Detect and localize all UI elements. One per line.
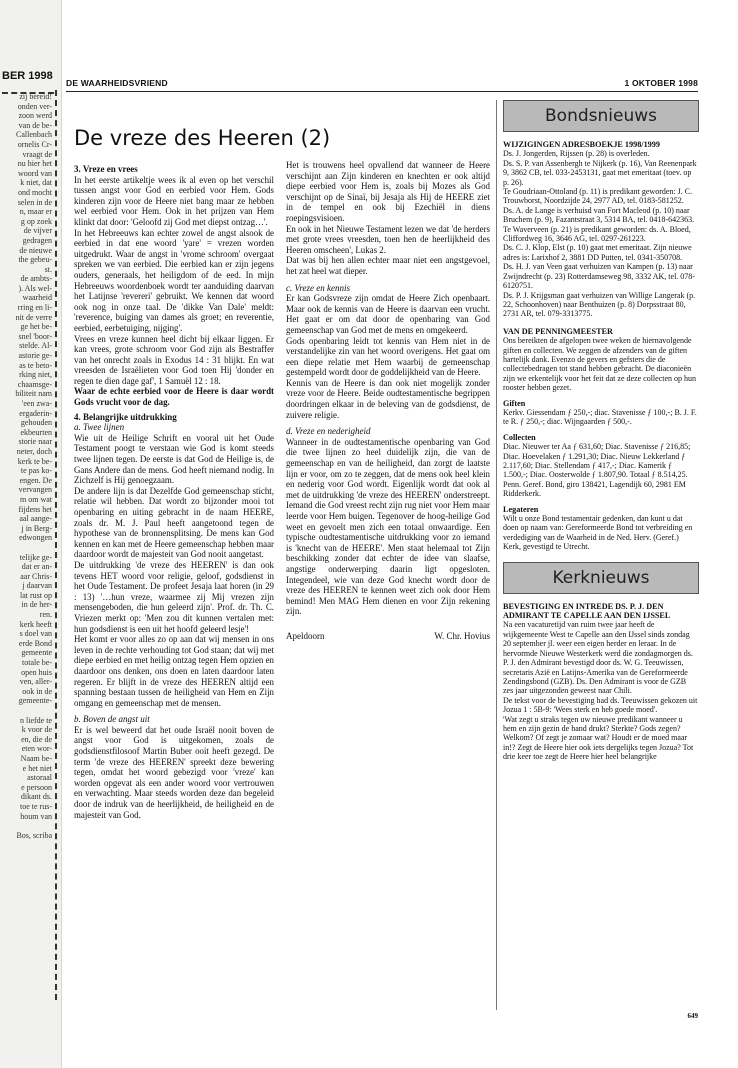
paragraph: En ook in het Nieuwe Testament lezen we dat 'de herders met grote vrees vreesden, toen hen de heerlijkheid des Heeren omscheen', Lukas 2.	[286, 223, 490, 255]
paragraph: Kennis van de Heere is dan ook niet mogelijk zonder vreze voor de Heere. Beide oudtestamentische begrippen doordringen elkaar in de beleving van de godsdienst, de zuivere religie.	[286, 377, 490, 420]
subsection-heading: a. Twee lijnen	[74, 422, 125, 433]
running-header-title: DE WAARHEIDSVRIEND	[66, 78, 168, 88]
subsection-heading: Giften	[503, 398, 526, 408]
signature	[286, 631, 490, 642]
paragraph: 'Wat zegt u straks tegen uw nieuwe predikant wanneer u hem en zijn gezin de hand drukt? Sterkte? Gods zegen? Welkom? Of zegt je zomaar wat? Houdt er de moed maar in!? Zegt de Heere hier ook iets dergelijks tegen Jozua? Tot drie keer toe zegt de Heere hier heel belangrijke	[503, 714, 694, 762]
section-heading: 3. Vreze en vrees	[74, 164, 138, 174]
kerknieuws-section	[503, 602, 698, 762]
kerknieuws-banner: Kerknieuws	[503, 562, 699, 594]
paragraph: In het Hebreeuws kan echter zowel de angst alsook de eerbied in dat ene woord 'yare' = vrezen worden uitgedrukt. Waar de angst in 'vrome schroom' overgaat spreken we van eerbied. Die eerbied kan er zijn jegens ouders, generaals, het heiligdom of de eed. In mijn Hebreeuws woordenboek wordt ter aanduiding daarvan het Latijnse 'revereri' gebruikt. We kennen dat woord ook nog in onze taal. De 'dikke Van Dale' meldt: 'reverence, buiging van dames als groet; en reverentie, eerbied, eerbetuiging, nijging'.	[74, 227, 274, 333]
paragraph: Het is trouwens heel opvallend dat wanneer de Heere verschijnt aan Zijn kinderen en knechten er ook altijd diepe eerbied voor Hem is, zoals bij Mozes als God verschijnt op de Sinaï, bij Jesaja als Hij de HEERE ziet in de tempel en ook bij Ezechiël in diens roepingsvisioen.	[286, 160, 490, 223]
paragraph: Na een vacaturetijd van ruim twee jaar heeft de wijkgemeente West te Capelle aan den IJssel sinds zondag 20 september jl. weer een eigen herder en leraar. In de hervormde Nieuwe Westerkerk werd die zondagmorgen ds. P. J. den Admirant bevestigd door ds. W. G. Teeuwissen, secretaris Azië en Latijns-Amerika van de Gereformeerde Zendingsbond (GZB). Ds. Den Admirant is voor de GZB zes jaar uitgezonden geweest naar Chili.	[503, 620, 693, 696]
running-header-date: 1 OKTOBER 1998	[624, 78, 698, 88]
paragraph: Dat was bij hen allen echter maar niet een angstgevoel, het zat heel wat dieper.	[286, 255, 490, 276]
magazine-page	[66, 0, 738, 1068]
section-heading: BEVESTIGING EN INTREDE DS. P. J. DEN ADMIRANT TE CAPELLE AAN DEN IJSSEL	[503, 601, 671, 621]
signature-author: W. Chr. Hovius	[434, 630, 490, 641]
section-heading: VAN DE PENNINGMEESTER	[503, 326, 613, 336]
previous-page-text-fragment: zij bereid! onden ver- zoon werd van de be- Callenbach ornelis Cr- vraagt de nu hier het woord van k niet, dat ond mocht selen in de n, maar er g op zoek de vijver gedragen de nieuwe the gebeu- st. de ambts- ). Als wel- waarheid rring en li- nit de verre ge het be- snel 'boor- stelde. Al- astorie ge- as te beto- rking niet, chaamsge- biliteit nam 'een zwa- ergaderin- gehouden ekbeurten storie naar neter, doch kerk te be- te pas ko- engen. De vervangen m om wat fijdens het aal aange- j in Berg- edwongen telijke ge- dat er an- aar Chris- j daarvan lat rust op in de her- ren. kerk heeft s doel van erde Bond gemeente totale be- open huis ven, aller- ook in de gemeente- n liefde te k voor de en, die de eten wor- Naam be- e het niet astoraal e persoon dikant ds. toe te rus- houm van Bos, scriba	[15, 92, 52, 840]
article-column-2	[286, 160, 490, 642]
subsection-heading: d. Vreze en nederigheid	[286, 426, 371, 437]
previous-page-header: BER 1998	[2, 70, 53, 82]
article-title: De vreze des Heeren (2)	[74, 126, 331, 150]
paragraph: Er is wel beweerd dat het oude Israël nooit boven de angst voor God is uitgekomen, zoals de godsdienstfilosoof Martin Buber ooit heeft gezegd. De term 'de vreze des HEEREN' spreekt deze bewering tegen, omdat het woord gebezigd voor 'vreze' kan worden opgevat als een ander woord voor vertrouwen en verwachting. Maar steeds worden deze dan begeleid door de indruk van de heerlijkheid, de heiligheid en de majesteit van God.	[74, 724, 274, 820]
dashed-border-right	[55, 90, 57, 1000]
paragraph: Wilt u onze Bond testamentair gedenken, dan kunt u dat doen op naam van: Gereformeerde Bond tot verbreiding en verdediging van de Waarheid in de Ned. Herv. (Geref.) Kerk, gevestigd te Utrecht.	[503, 514, 693, 552]
page-number: 649	[687, 1012, 698, 1020]
paragraph: De andere lijn is dat Dezelfde God gemeenschap sticht, relatie wil hebben. Dat wordt zo bijzonder mooi tot openbaring en uiting gebracht in de naam HEERE, zoals dr. M. J. Paul heeft aangetoond tegen de hypothese van de bronnensplitsing. De mens kan God kennen en kan met de Heere gemeenschap hebben maar daardoor wordt de majesteit van God nooit aangetast.	[74, 485, 274, 560]
subsection-heading: c. Vreze en kennis	[286, 282, 350, 293]
section-heading: WIJZIGINGEN ADRESBOEKJE 1998/1999	[503, 140, 660, 149]
paragraph: Gods openbaring leidt tot kennis van Hem niet in de verstandelijke zin van het woord overigens. Het gaat om een diepe relatie met Hem waarbij de gemeenschap gestempeld wordt door de goddelijkheid van de Heere.	[286, 335, 490, 378]
paragraph: Waar de echte eerbied voor de Heere is daar wordt Gods vrucht voor de dag.	[74, 386, 274, 408]
subsection-heading: Collecten	[503, 432, 536, 442]
section-heading: 4. Belangrijke uitdrukking	[74, 411, 177, 422]
paragraph: Ds. J. Jongerden, Rijssen (p. 28) is overleden. Ds. S. P. van Assenbergh te Nijkerk (p. 16), Van Reenenpark 9, 3862 CB, tel. 033-2453131, gaat met emeritaat (toev. op p. 26). Te Goudriaan-Ottoland (p. 11) is predikant geworden: J. C. Trouwborst, Noordzijde 24, 2977 AD, tel. 0183-581252. Ds. A. de Lange is verhuisd van Fort Macleod (p. 10) naar Bruchem (p. 9), Fazantstraat 3, 5314 BA, tel. 0418-642363. Te Waverveen (p. 21) is predikant geworden: ds. A. Bloed, Cliffordweg 16, 3646 AG, tel. 0297-261223. Ds. C. J. Klop, Elst (p. 10) gaat met emeritaat. Zijn nieuwe adres is: Larixhof 2, 3881 DD Putten, tel. 0341-350708. Ds. H. J. van Veen gaat verhuizen van Kampen (p. 13) naar Zwijndrecht (p. 23) Rotterdamseweg 98, 3332 AK, tel. 078-6120751. Ds. P. J. Krijgsman gaat verhuizen van Willige Langerak (p. 22, Schoonhoven) naar Benthuizen (p. 8) Dorpsstraat 80, 2731 AR, tel. 079-3313775.	[503, 149, 697, 319]
header-rule	[66, 91, 698, 92]
previous-page-margin	[0, 0, 62, 1068]
paragraph: Wie uit de Heilige Schrift en vooral uit het Oude Testament poogt te verstaan wie God is komt steeds twee lijnen tegen. De eerste is dat God de Heilige is, de Gans Andere dan de mens. God heeft niemand nodig. In Zichzelf is Hij genoegzaam.	[74, 432, 274, 486]
article-column-1	[74, 160, 274, 820]
subsection-heading: b. Boven de angst uit	[74, 714, 150, 725]
paragraph: Er kan Godsvreze zijn omdat de Heere Zich openbaart. Maar ook de kennis van de Heere is daarvan een vrucht. Het gaat er om dat door de openbaring van God gemeenschap van God met de mens en omgekeerd.	[286, 293, 490, 335]
paragraph: Diac. Nieuwer ter Aa ƒ 631,60; Diac. Stavenisse ƒ 216,85; Diac. Hoevelaken ƒ 1.291,30; Diac. Nieuw Lekkerland ƒ 2.117,60; Diac. Stellendam ƒ 417,-; Diac. Kamerik ƒ 1.500,-; Diac. Oosterwolde ƒ 1.807,90. Totaal ƒ 8.514,25. Penn. Geref. Bond, giro 138421, Lagendijk 60, 2981 EM Ridderkerk.	[503, 442, 691, 499]
paragraph: In het eerste artikeltje wees ik al even op het verschil tussen angst voor God en eerbied voor Hem. Gods kinderen zijn voor de Heere niet bang maar ze hebben wel eerbied voor Hem. Ook in het prijzen van Hem klinkt dat door: 'Geloofd zij God met diepst ontzag…'.	[74, 174, 274, 227]
paragraph: Vrees en vreze kunnen heel dicht bij elkaar liggen. Er kan vrees, grote schroom voor God zijn als Bestraffer van het onrecht zoals in Exodus 14 : 31 blijkt. En wat vreesden de Israëlieten voor God toen Hij 'donder en regen te dien dage gaf', 1 Samuël 12 : 18.	[74, 333, 274, 386]
paragraph: Wanneer in de oudtestamentische openbaring van God die twee lijnen zo heel duidelijk zijn, die van de gemeenschap en van de heiligheid, dan zorgt de laatste lijn er voor, om zo te zeggen, dat de mens ook heel klein en nederig voor God wordt. Eigenlijk wordt dat ook al met de uitdrukking 'de vreze des HEEREN' onderstreept. Iemand die God vreest recht zijn rug niet voor Hem maar leerde voor Hem buigen. Tegenover de hoog-heilige God weet en gevoelt men zich een totaal onwaardige. Een typische oudtestamentische uitdrukking voor zo iemand is 'knecht van de HEERE'. Men staat helemaal tot Zijn beschikking zonder dat echter de idee van slaafse, angstige onderwerping daarin ligt opgesloten. Integendeel, wie van deze God knecht wordt door de vreze des HEEREN te kennen weet zich ook door Hem bemind! Men MAG Hem dienen en voor Zijn rekening zijn.	[286, 436, 490, 617]
paragraph: Kerkv. Giessendam ƒ 250,-; diac. Stavenisse ƒ 100,-; B. J. F. te R. ƒ 250,-; diac. Wijngaarden ƒ 500,-.	[503, 407, 697, 427]
bondsnieuws-section	[503, 140, 698, 552]
signature-place: Apeldoorn	[286, 630, 325, 641]
paragraph: Ons bereikten de afgelopen twee weken de hiernavolgende giften en collecten. We zeggen de afzenders van de giften hartelijk dank. Evenzo de gevers en gefsters die de collectebedragen tot stand hebben gebracht. De diaconieën zijn we erkentelijk voor het feit dat ze deze collecten op hun rooster hebben gezet.	[503, 336, 697, 393]
bondsnieuws-banner: Bondsnieuws	[503, 100, 699, 132]
paragraph: De tekst voor de bevestiging had ds. Teeuwissen gekozen uit Jozua 1 : 5B-9: 'Wees sterk en heb goede moed'.	[503, 695, 698, 715]
news-sidebar	[496, 100, 698, 1010]
paragraph: De uitdrukking 'de vreze des HEEREN' is dan ook tevens HET woord voor religie, geloof, godsdienst in het Oude Testament. De profeet Jesaja laat horen (in 29 : 13) '…hun vreze, waarmee zij Mij vrezen zijn mensengeboden, die hun geleerd zijn'. Prof. dr. Th. C. Vriezen merkt op: 'Men zou dit kunnen vertalen met: hun godsdienst is een uit het hoofd geleerd lesje'!	[74, 559, 274, 634]
subsection-heading: Legateren	[503, 504, 539, 514]
paragraph: Het komt er voor alles zo op aan dat wij mensen in ons leven in de rechte verhouding tot God staan; dat wij met diepe eerbied en met heilig ontzag tegen Hem opzien en daardoor ons denken, ons doen en laten daardoor laten regeren. Er blijft in de vreze des HEEREN altijd een spanning bestaan tussen de heiligheid van Hem en Zijn omgang en gemeenschap met de mensen.	[74, 634, 274, 708]
